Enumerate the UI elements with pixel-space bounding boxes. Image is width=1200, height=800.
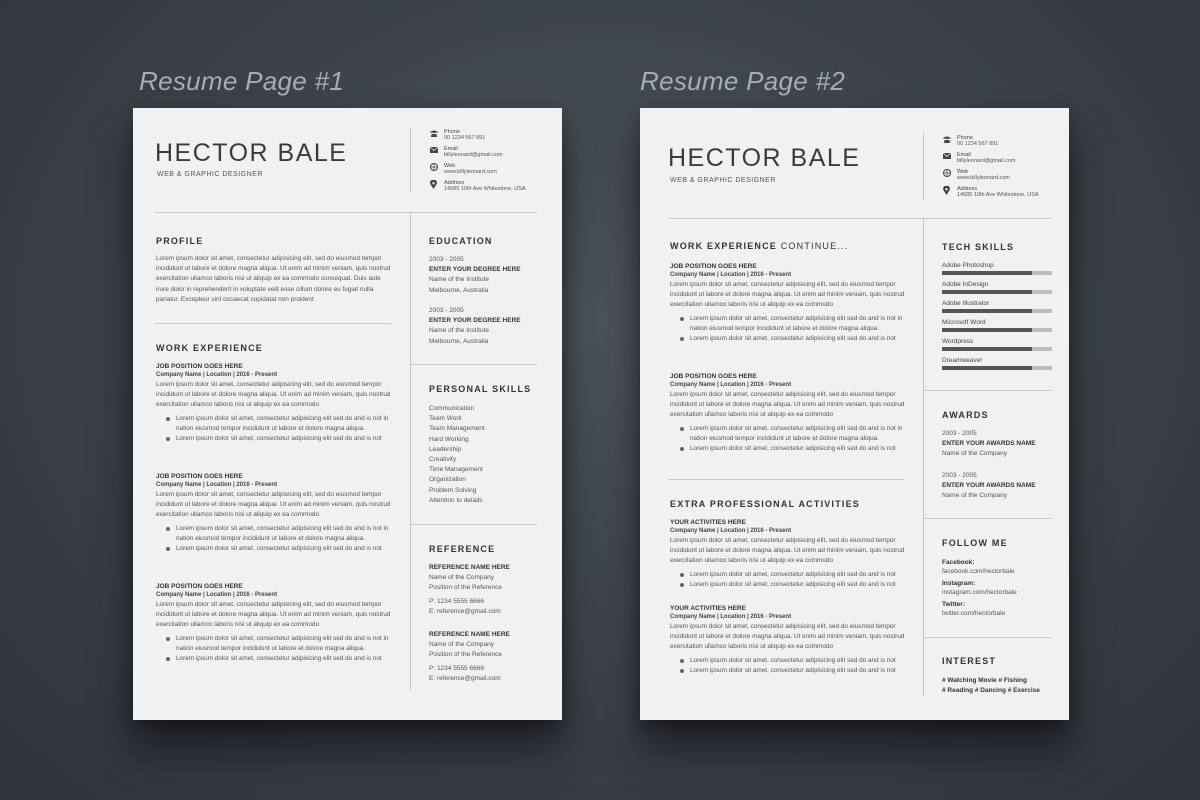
contact-address: Address 14585 10th Ave Whitestone, USA [429,180,547,192]
tech-skills-list [942,262,1052,376]
award-entry: 2003 - 2005 ENTER YOUR AWARDS NAME Name of the Company [942,472,1036,500]
tech-skill: Wordpress [942,338,1052,351]
skill-item: Creativity [429,456,457,464]
contact-email: Email billyleonard@gmail.com [429,146,547,158]
tech-skill: Adobe Illustrator [942,300,1052,313]
tech-skills-title: TECH SKILLS [942,242,1015,252]
activity-bullet: Lorem ipsum dolor sit amet, consectetur adipisicing elit sed do and is not [690,580,906,590]
reference-title: REFERENCE [429,544,496,554]
job-bullet: Lorem ipsum dolor sit amet, consectetur adipisicing elit sed do and is not [176,654,392,664]
skill-level-fill [942,366,1032,370]
work-rule [668,479,904,480]
phone-icon [942,135,951,143]
skill-item: Communication [429,405,475,412]
tech-skill: Microsoft Word [942,319,1052,332]
skill-level-fill [942,309,1032,313]
twitter-link[interactable]: twitter.com/hectorbale [942,610,1006,617]
location-icon [429,180,438,188]
instagram-link[interactable]: instagram.com/hectorbale [942,589,1017,596]
activity-entry: YOUR ACTIVITIES HERE Company Name | Location | 2016 - Present Lorem ipsum dolor sit amet, consectetur adipisicing elit, sed do eiusmod tempor incididunt ut labore et dolore magna aliqua. Ut enim ad minim veniam, quis nostrud exercitation ullamco laboris nisi ut aliquip ex ea commodo Lorem ipsum dolor sit amet, consectetur adipisicing elit sed do and is not Lorem ipsum dolor sit amet, consectetur adipisicing elit sed do and is not [670,518,906,590]
activity-bullet: Lorem ipsum dolor sit amet, consectetur adipisicing elit sed do and is not [690,656,906,666]
profile-text: Lorem ipsum dolor sit amet, consectetur adipisicing elit, sed do eiusmod tempor incididunt ut labore et dolore magna aliqua. Ut enim ad minim veniam, quis nostrud exercitation ullamco laboris nisi ut aliquip ex ea commodo consequat. Duis aute irure dolor in reprehenderit in voluptate velit esse cillum dolore eu fugiat nulla pariatur. Excepteur sint occaecat cupidatat non proident [156,255,391,303]
contact-email: Email billyleonard@gmail.com [942,152,1060,164]
job-entry: JOB POSITION GOES HERE Company Name | Location | 2016 - Present Lorem ipsum dolor sit amet, consectetur adipisicing elit, sed do eiusmod tempor incididunt ut labore et dolore magna aliqua. Ut enim ad minim veniam, quis nostrud exercitation ullamco laboris nisi ut aliquip ex ea commodo Lorem ipsum dolor sit amet, consectetur adipisicing elit sed do and is not in nation eiusmod tempor incididunt ut labore et dolore magna aliqua. Lorem ipsum dolor sit amet, consectetur adipisicing elit sed do and is not [156,362,392,444]
extra-activities-title: EXTRA PROFESSIONAL ACTIVITIES [670,499,860,509]
contact-phone: Phone 00 1234 567 891 [429,129,547,141]
tech-rule [924,390,1052,391]
job-bullet: Lorem ipsum dolor sit amet, consectetur adipisicing elit sed do and is not in nation eiusmod tempor incididunt ut labore et dolore magna aliqua. [690,424,906,444]
email-icon [942,152,951,160]
job-bullet: Lorem ipsum dolor sit amet, consectetur adipisicing elit sed do and is not [176,434,392,444]
personal-skills-list [429,404,485,506]
skill-item: Problem Solving [429,486,477,494]
tech-skill: Dreamweaver [942,357,1052,370]
header-divider [410,128,411,192]
job-bullet: Lorem ipsum dolor sit amet, consectetur adipisicing elit sed do and is not in nation eiusmod tempor incididunt ut labore et dolore magna aliqua. [176,524,392,544]
skill-level-bar [942,347,1052,351]
skill-item: Time Management [429,466,483,474]
skill-item: Team Management [429,425,485,433]
resume-name: HECTOR BALE [668,144,861,172]
facebook-link[interactable]: facebook.com/hectorbale [942,568,1015,575]
skill-item: Hard Working [429,435,469,443]
follow-list: Facebook: facebook.com/hectorbale Instagram: instagram.com/hectorbale Twitter: twitter.com/hectorbale [942,559,1017,617]
education-entry: 2003 - 2005 ENTER YOUR DEGREE HERE Name of the Institute Melbourne, Australia [429,307,521,345]
page2-heading: Resume Page #2 [640,66,846,96]
education-title: EDUCATION [429,236,493,246]
header-divider [923,132,924,200]
profile-rule [155,323,391,324]
column-divider [923,218,924,696]
job-entry: JOB POSITION GOES HERE Company Name | Location | 2016 - Present Lorem ipsum dolor sit amet, consectetur adipisicing elit, sed do eiusmod tempor incididunt ut labore et dolore magna aliqua. Ut enim ad minim veniam, quis nostrud exercitation ullamco laboris nisi ut aliquip ex ea commodo Lorem ipsum dolor sit amet, consectetur adipisicing elit sed do and is not in nation eiusmod tempor incididunt ut labore et dolore magna aliqua. Lorem ipsum dolor sit amet, consectetur adipisicing elit sed do and is not [156,582,392,664]
contact-address: Address 14585 10th Ave Whitestone, USA [942,186,1060,198]
interest-title: INTEREST [942,656,997,666]
page1-heading: Resume Page #1 [139,66,345,96]
skill-level-fill [942,347,1032,351]
skills-rule [411,524,537,525]
job-bullet: Lorem ipsum dolor sit amet, consectetur adipisicing elit sed do and is not in nation eiusmod tempor incididunt ut labore et dolore magna aliqua. [176,634,392,654]
job-bullet: Lorem ipsum dolor sit amet, consectetur adipisicing elit sed do and is not in nation eiusmod tempor incididunt ut labore et dolore magna aliqua. [690,314,906,334]
job-entry: JOB POSITION GOES HERE Company Name | Location | 2016 - Present Lorem ipsum dolor sit amet, consectetur adipisicing elit, sed do eiusmod tempor incididunt ut labore et dolore magna aliqua. Ut enim ad minim veniam, quis nostrud exercitation ullamco laboris nisi ut aliquip ex ea commodo Lorem ipsum dolor sit amet, consectetur adipisicing elit sed do and is not in nation eiusmod tempor incididunt ut labore et dolore magna aliqua. Lorem ipsum dolor sit amet, consectetur adipisicing elit sed do and is not [670,372,906,454]
contact-block [429,129,547,197]
resume-name: HECTOR BALE [155,139,348,167]
phone-icon [429,129,438,137]
job-bullet: Lorem ipsum dolor sit amet, consectetur adipisicing elit sed do and is not in nation eiusmod tempor incididunt ut labore et dolore magna aliqua. [176,414,392,434]
activity-bullet: Lorem ipsum dolor sit amet, consectetur adipisicing elit sed do and is not [690,570,906,580]
skill-level-bar [942,366,1052,370]
contact-web: Web www.billyleonard.com [429,163,547,175]
education-rule [411,364,537,365]
job-entry: JOB POSITION GOES HERE Company Name | Location | 2016 - Present Lorem ipsum dolor sit amet, consectetur adipisicing elit, sed do eiusmod tempor incididunt ut labore et dolore magna aliqua. Ut enim ad minim veniam, quis nostrud exercitation ullamco laboris nisi ut aliquip ex ea commodo Lorem ipsum dolor sit amet, consectetur adipisicing elit sed do and is not in nation eiusmod tempor incididunt ut labore et dolore magna aliqua. Lorem ipsum dolor sit amet, consectetur adipisicing elit sed do and is not [156,472,392,554]
activity-entry: YOUR ACTIVITIES HERE Company Name | Location | 2016 - Present Lorem ipsum dolor sit amet, consectetur adipisicing elit, sed do eiusmod tempor incididunt ut labore et dolore magna aliqua. Ut enim ad minim veniam, quis nostrud exercitation ullamco laboris nisi ut aliquip ex ea commodo Lorem ipsum dolor sit amet, consectetur adipisicing elit sed do and is not Lorem ipsum dolor sit amet, consectetur adipisicing elit sed do and is not [670,604,906,676]
awards-title: AWARDS [942,410,989,420]
reference-entry: REFERENCE NAME HERE Name of the Company Position of the Reference P: 1234 5555 6666 E: reference@gmail.com [429,631,510,682]
job-entry: JOB POSITION GOES HERE Company Name | Location | 2016 - Present Lorem ipsum dolor sit amet, consectetur adipisicing elit, sed do eiusmod tempor incididunt ut labore et dolore magna aliqua. Ut enim ad minim veniam, quis nostrud exercitation ullamco laboris nisi ut aliquip ex ea commodo Lorem ipsum dolor sit amet, consectetur adipisicing elit sed do and is not in nation eiusmod tempor incididunt ut labore et dolore magna aliqua. Lorem ipsum dolor sit amet, consectetur adipisicing elit sed do and is not [670,262,906,344]
activity-bullet: Lorem ipsum dolor sit amet, consectetur adipisicing elit sed do and is not [690,666,906,676]
email-icon [429,146,438,154]
header-rule [668,218,1052,219]
award-entry: 2003 - 2005 ENTER YOUR AWARDS NAME Name of the Company [942,430,1036,458]
resume-role: WEB & GRAPHIC DESIGNER [157,171,263,178]
work-continue-title: WORK EXPERIENCE CONTINUE... [670,241,849,251]
job-bullet: Lorem ipsum dolor sit amet, consectetur adipisicing elit sed do and is not [690,444,906,454]
skill-level-fill [942,290,1032,294]
job-bullet: Lorem ipsum dolor sit amet, consectetur adipisicing elit sed do and is not [176,544,392,554]
skill-item: Leadership [429,445,462,453]
location-icon [942,186,951,194]
resume-page-1 [133,108,562,720]
contact-web: Web www.billyleonard.com [942,169,1060,181]
web-icon [942,169,951,177]
personal-skills-title: PERSONAL SKILLS [429,384,532,394]
skill-item: Organization [429,476,466,484]
follow-rule [924,637,1052,638]
skill-item: Team Work [429,415,462,423]
education-entry: 2003 - 2005 ENTER YOUR DEGREE HERE Name of the Institute Melbourne, Australia [429,256,521,294]
follow-me-title: FOLLOW ME [942,538,1008,548]
resume-role: WEB & GRAPHIC DESIGNER [670,177,776,184]
skill-level-bar [942,328,1052,332]
profile-title: PROFILE [156,236,204,246]
skill-level-bar [942,309,1052,313]
skill-item: Attention to details [429,496,483,504]
awards-rule [924,518,1052,519]
skill-level-fill [942,328,1032,332]
job-bullet: Lorem ipsum dolor sit amet, consectetur adipisicing elit sed do and is not [690,334,906,344]
header-rule [155,212,537,213]
skill-level-bar [942,271,1052,275]
skill-level-fill [942,271,1032,275]
web-icon [429,163,438,171]
interest-list: # Watching Movie # Fishing # Reading # Dancing # Exercise [942,677,1040,694]
resume-page-2 [640,108,1069,720]
work-experience-title: WORK EXPERIENCE [156,343,264,353]
column-divider [410,212,411,690]
contact-phone: Phone 00 1234 567 891 [942,135,1060,147]
tech-skill: Adobe InDesign [942,281,1052,294]
reference-entry: REFERENCE NAME HERE Name of the Company Position of the Reference P: 1234 5555 6666 E: reference@gmail.com [429,564,510,615]
contact-block [942,135,1060,203]
tech-skill: Adobe Photoshop [942,262,1052,275]
skill-level-bar [942,290,1052,294]
